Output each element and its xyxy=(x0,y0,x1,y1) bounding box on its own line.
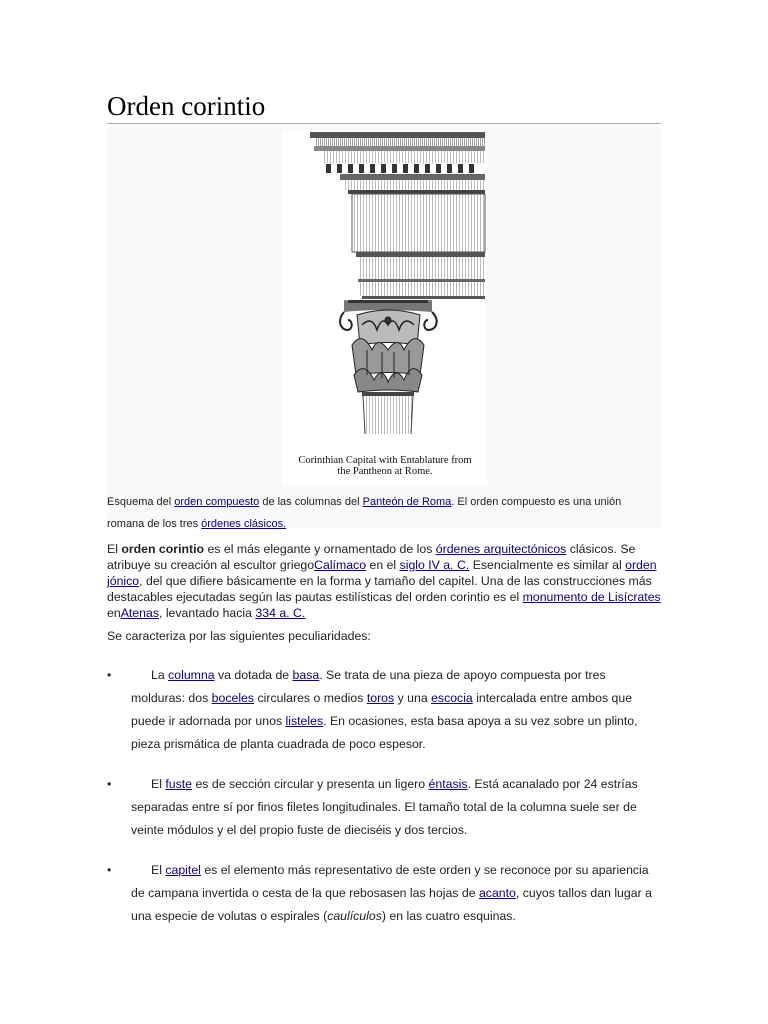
intro-text-1: El xyxy=(107,542,122,556)
link-ordenes-arquitectonicos[interactable]: órdenes arquitectónicos xyxy=(435,542,567,556)
intro-text-4: en el xyxy=(366,558,400,572)
item-text: intercalada entre ambos que puede ir adornada por unos xyxy=(131,691,633,728)
intro-text-6: , del que difiere básicamente en la forma y tamaño del capitel. Una de las construcciones más destacables ejecutadas según las pautas estilísticas del orden corintio es el xyxy=(107,574,652,604)
capital-foliage-drawing xyxy=(340,310,437,392)
caption-text-1: Esquema del xyxy=(107,496,175,508)
intro-text-8: , levantado hacia xyxy=(158,606,256,620)
item-text: es de sección circular y presenta un ligero xyxy=(192,777,429,791)
item-emphasis: caulículos xyxy=(327,909,382,923)
link-toros[interactable]: toros xyxy=(366,691,395,705)
architrave-drawing xyxy=(356,252,485,299)
intro-text-3: clásicos. Se atribuye su creación al escultor griego xyxy=(107,542,636,572)
item-text: , cuyos tallos dan lugar a una especie de volutas o espirales ( xyxy=(131,886,652,923)
link-orden-compuesto[interactable]: orden compuesto xyxy=(174,496,260,508)
intro-bold-term: orden corintio xyxy=(121,542,205,556)
title-underline xyxy=(107,123,661,124)
item-text: . Está acanalado por 24 estrías separadas entre sí por finos filetes longitudinales. El tamaño total de la columna suele ser de veinte módulos y el del propio fuste de dieciséis y dos tercios. xyxy=(131,777,638,837)
link-fuste[interactable]: fuste xyxy=(165,777,193,791)
item-text: y una xyxy=(394,691,432,705)
intro-paragraph xyxy=(107,541,663,621)
figure-caption-line-1: Corinthian Capital with Entablature from xyxy=(298,455,472,466)
page-title: Orden corintio xyxy=(107,91,266,121)
link-panteon-de-roma[interactable]: Panteón de Roma xyxy=(362,496,452,508)
image-caption xyxy=(107,491,657,535)
link-boceles[interactable]: boceles xyxy=(211,691,255,705)
item-text: circulares o medios xyxy=(254,691,367,705)
item-text: El xyxy=(151,777,166,791)
corinthian-capital-image[interactable] xyxy=(282,130,487,486)
peculiarities-list xyxy=(107,664,663,945)
link-calimaco[interactable]: Calímaco xyxy=(314,558,367,572)
link-monumento-lisicrates[interactable]: monumento de Lisícrates xyxy=(522,590,661,604)
link-entasis[interactable]: éntasis xyxy=(428,777,468,791)
list-item xyxy=(107,664,663,756)
intro-text-2: es el más elegante y ornamentado de los xyxy=(204,542,436,556)
caption-text-2: de las columnas del xyxy=(259,496,363,508)
link-siglo-iv[interactable]: siglo IV a. C. xyxy=(399,558,470,572)
frieze-drawing xyxy=(352,194,485,252)
link-334-ac[interactable]: 334 a. C. xyxy=(255,606,306,620)
item-text: La xyxy=(151,668,169,682)
link-orden-jonico[interactable]: orden jónico xyxy=(107,558,657,588)
link-escocia[interactable]: escocia xyxy=(431,691,473,705)
list-item xyxy=(107,859,663,928)
figure-caption-line-2: the Pantheon at Rome. xyxy=(337,466,433,477)
link-ordenes-clasicos[interactable]: órdenes clásicos. xyxy=(201,518,287,530)
link-acanto[interactable]: acanto xyxy=(478,886,516,900)
item-text: va dotada de xyxy=(214,668,293,682)
item-text: es el elemento más representativo de este orden y se reconoce por su apariencia de campana invertida o cesta de la que rebosasen las hojas de xyxy=(131,863,649,900)
item-text: ) en las cuatro esquinas. xyxy=(381,909,516,923)
list-item xyxy=(107,773,663,842)
intro-text-5: Esencialmente es similar al xyxy=(469,558,626,572)
bullet: • xyxy=(107,863,112,877)
caption-text-3: . El orden compuesto es una unión romana de los tres xyxy=(107,496,622,530)
bullet: • xyxy=(107,777,112,791)
link-capitel[interactable]: capitel xyxy=(165,863,201,877)
lead-paragraph: Se caracteriza por las siguientes peculiaridades: xyxy=(107,629,371,643)
item-text: . En ocasiones, esta basa apoya a su vez sobre un plinto, pieza prismática de planta cuadrada de poco espesor. xyxy=(131,714,638,751)
link-listeles[interactable]: listeles xyxy=(285,714,324,728)
intro-text-7: en xyxy=(107,606,121,620)
item-text: El xyxy=(151,863,166,877)
link-atenas[interactable]: Atenas xyxy=(120,606,159,620)
item-text: . Se trata de una pieza de apoyo compuesta por tres molduras: dos xyxy=(131,668,606,705)
cornice-drawing xyxy=(310,132,485,194)
link-basa[interactable]: basa xyxy=(292,668,320,682)
link-columna[interactable]: columna xyxy=(168,668,215,682)
column-shaft-drawing xyxy=(362,392,414,434)
bullet: • xyxy=(107,668,112,682)
